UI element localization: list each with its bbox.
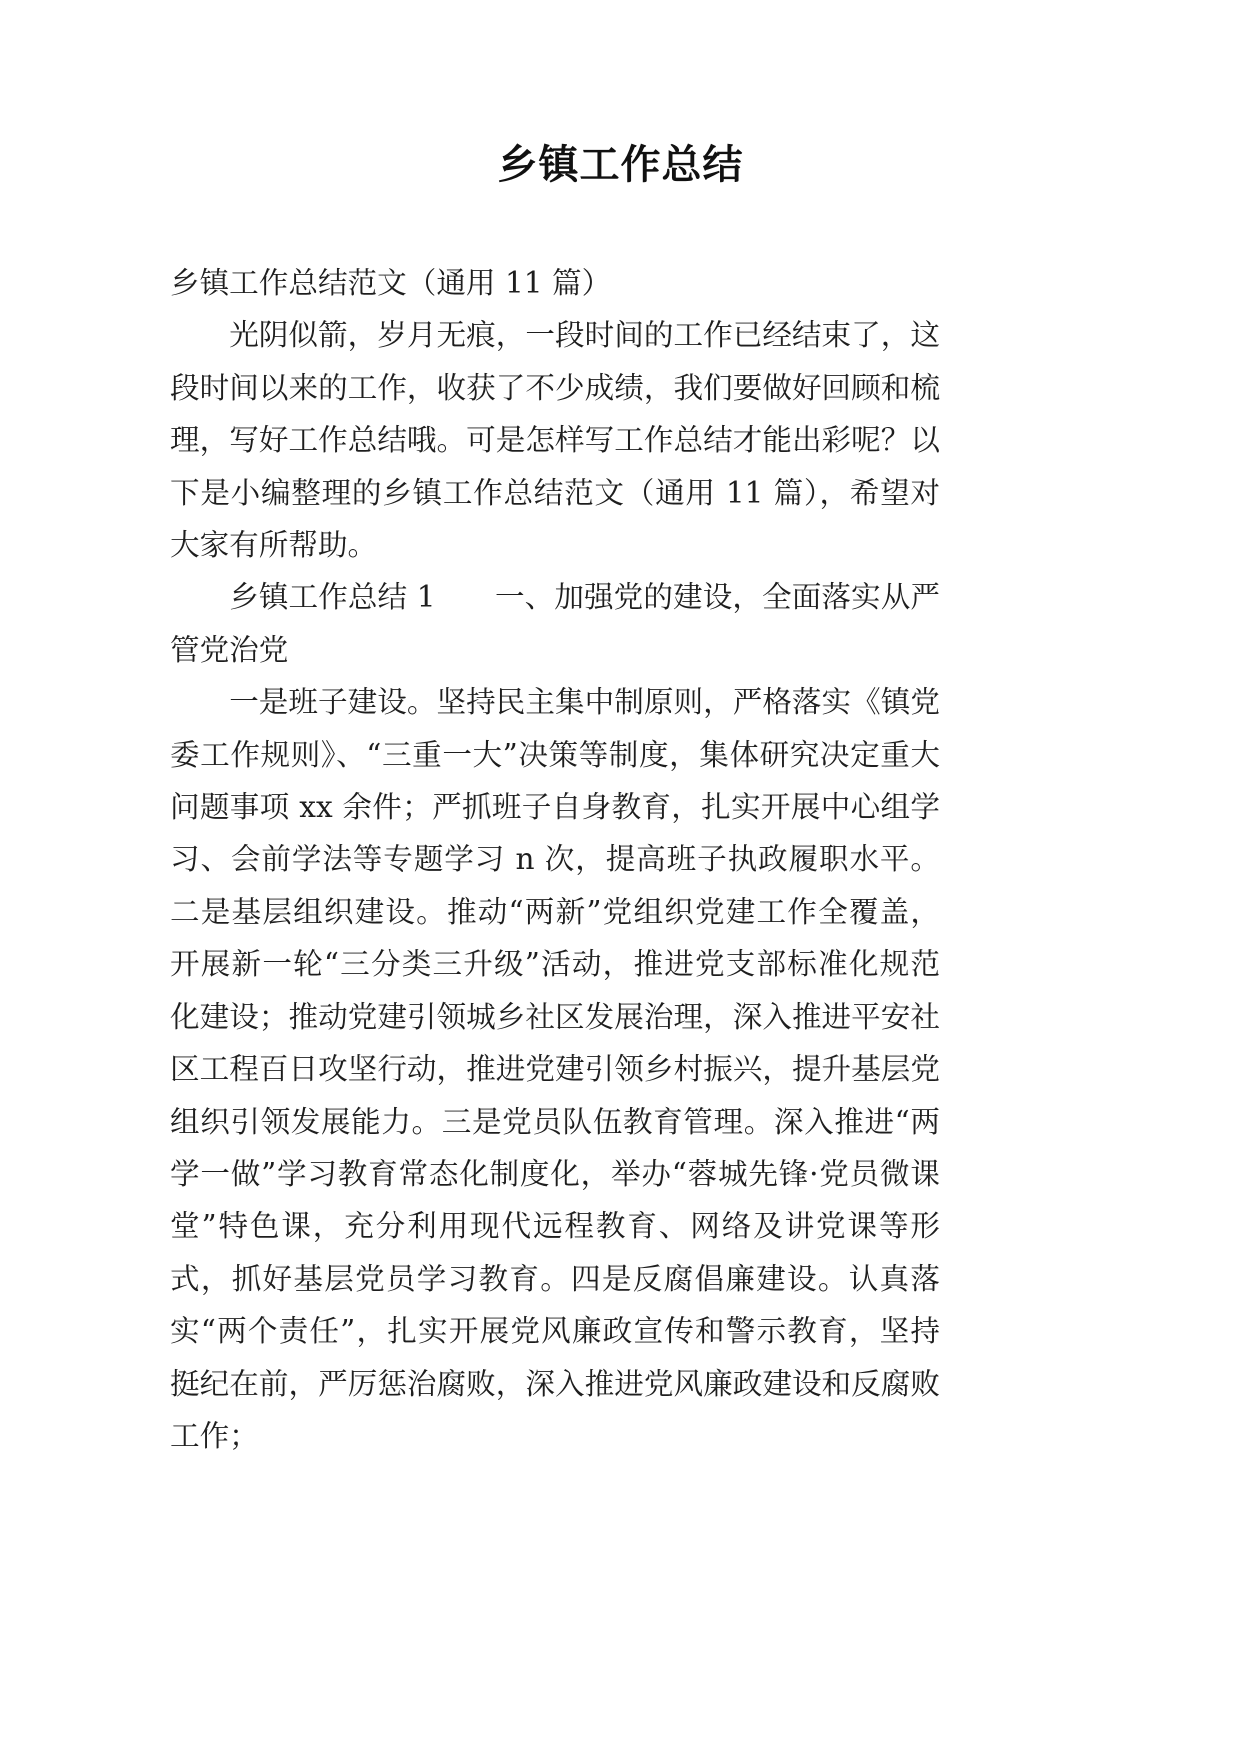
section-heading: 乡镇工作总结 1 一、加强党的建设，全面落实从严管党治党 [170,580,940,667]
paragraph-party-building: 一是班子建设。坚持民主集中制原则，严格落实《镇党委工作规则》、“三重一大”决策等制度，集体研究决定重大问题事项 xx 余件；严抓班子自身教育，扎实开展中心组学习、会前学法等专题学习 n 次，提高班子执政履职水平。二是基层组织建设。推动“两新”党组织党建工作全覆盖，开展新一轮“三分类三升级”活动，推进党支部标准化规范化建设；推动党建引领城乡社区发展治理，深入推进平安社区工程百日攻坚行动，推进党建引领乡村振兴，提升基层党组织引领发展能力。三是党员队伍教育管理。深入推进“两学一做”学习教育常态化制度化，举办“蓉城先锋·党员微课堂”特色课，充分利用现代远程教育、网络及讲党课等形式，抓好基层党员学习教育。四是反腐倡廉建设。认真落实“两个责任”，扎实开展党风廉政宣传和警示教育，坚持挺纪在前，严厉惩治腐败，深入推进党风廉政建设和反腐败工作； [170,685,940,1453]
document-body [170,257,940,1462]
document-subtitle: 乡镇工作总结范文（通用 11 篇） [170,266,612,300]
paragraph-intro: 光阴似箭，岁月无痕，一段时间的工作已经结束了，这段时间以来的工作，收获了不少成绩，我们要做好回顾和梳理，写好工作总结哦。可是怎样写工作总结才能出彩呢？以下是小编整理的乡镇工作总结范文（通用 11 篇），希望对大家有所帮助。 [170,318,940,563]
page-title: 乡镇工作总结 [497,142,744,188]
